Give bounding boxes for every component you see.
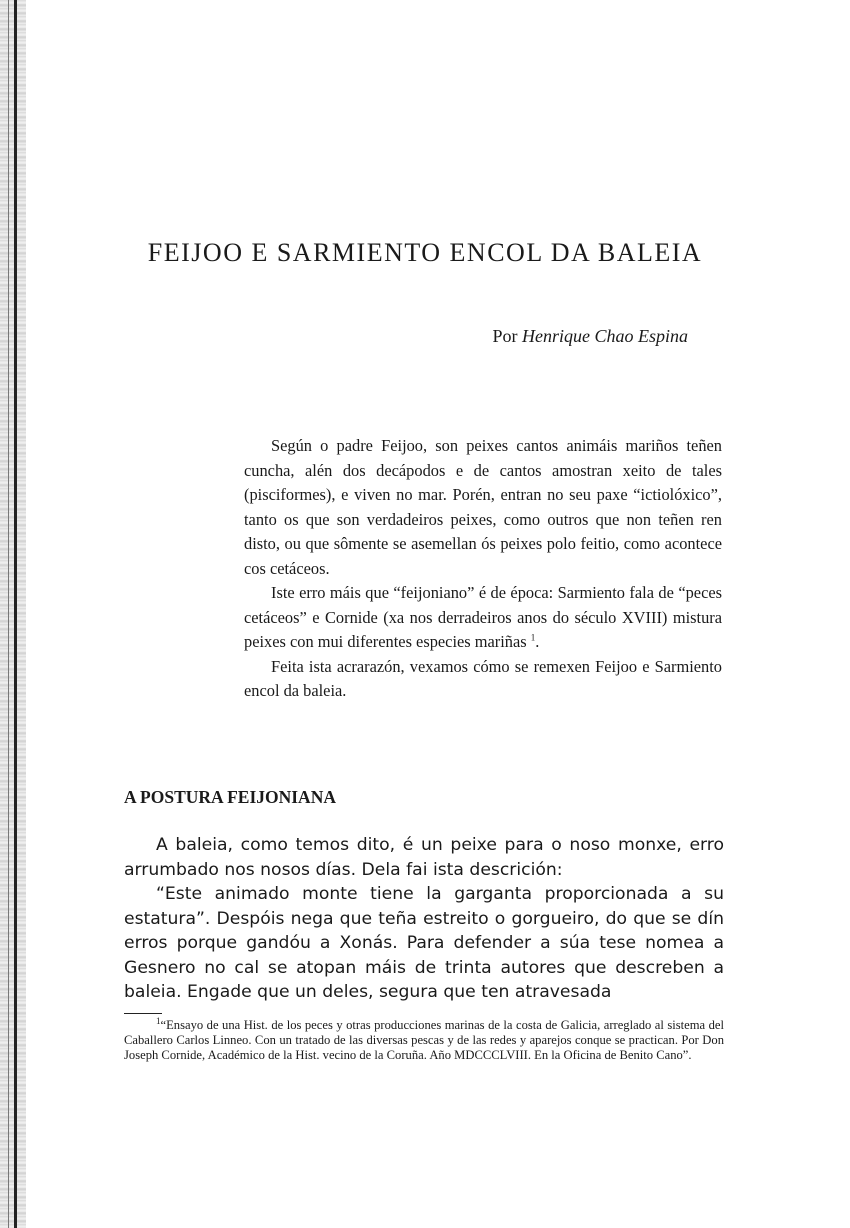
abstract [244,434,722,704]
footnote-reference: 1 [530,632,536,643]
footnote-marker: 1 [156,1015,161,1026]
byline [400,326,688,347]
body-paragraph: A baleia, como temos dito, é un peixe para o noso monxe, erro arrumbado nos nosos días. Dela fai ista descrición: [124,835,724,880]
byline-prefix: Por [492,326,518,346]
body-text [124,833,724,1005]
article-title: FEIJOO E SARMIENTO ENCOL DA BALEIA [147,238,703,267]
paragraph-end: . [535,632,540,651]
abstract-paragraph: Feita ista acrarazón, vexamos cómo se remexen Feijoo e Sarmiento encol da baleia. [244,656,722,700]
body-paragraph: “Este animado monte tiene la garganta proporcionada a su estatura”. Despóis nega que teña estreito o gorgueiro, do que se dín erros porque gandóu a Xonás. Para defender a súa tese nomea a Gesnero no cal se atopan máis de trinta autores que descreben a baleia. Engade que un deles, segura que ten atravesada [124,884,724,1002]
footnote-rule [124,1013,162,1014]
footnote [124,1015,724,1064]
book-binding-edge [0,0,26,1228]
abstract-paragraph-text: Iste erro máis que “feijoniano” é de época: Sarmiento fala de “peces cetáceos” e Cornide (xa nos derradeiros anos do século XVIII) mistura peixes con mui diferentes especies mariñas [244,583,722,651]
footnote-text: “Ensayo de una Hist. de los peces y otras producciones marinas de la costa de Galicia, arreglado al sistema del Caballero Carlos Linneo. Con un tratado de las diversas pescas y de las redes y aparejos conque se practican. Por Don Joseph Cornide, Académico de la Hist. vecino de la Coruña. Año MDCCCLVIII. En la Oficina de Benito Cano”. [124,1018,724,1063]
section-heading: A POSTURA FEIJONIANA [124,787,336,807]
abstract-paragraph [244,581,722,655]
author-name: Henrique Chao Espina [522,326,688,346]
abstract-paragraph: Según o padre Feijoo, son peixes cantos animáis mariños teñen cuncha, alén dos decápodos e de cantos amostran xeito de tales (pisciformes), e viven no mar. Porén, entran no seu paxe “ictiolóxico”, tanto os que son verdadeiros peixes, como outros que non teñen ren disto, ou que sômente se asemellan ós peixes polo feitio, como acontece cos cetáceos. [244,436,722,578]
